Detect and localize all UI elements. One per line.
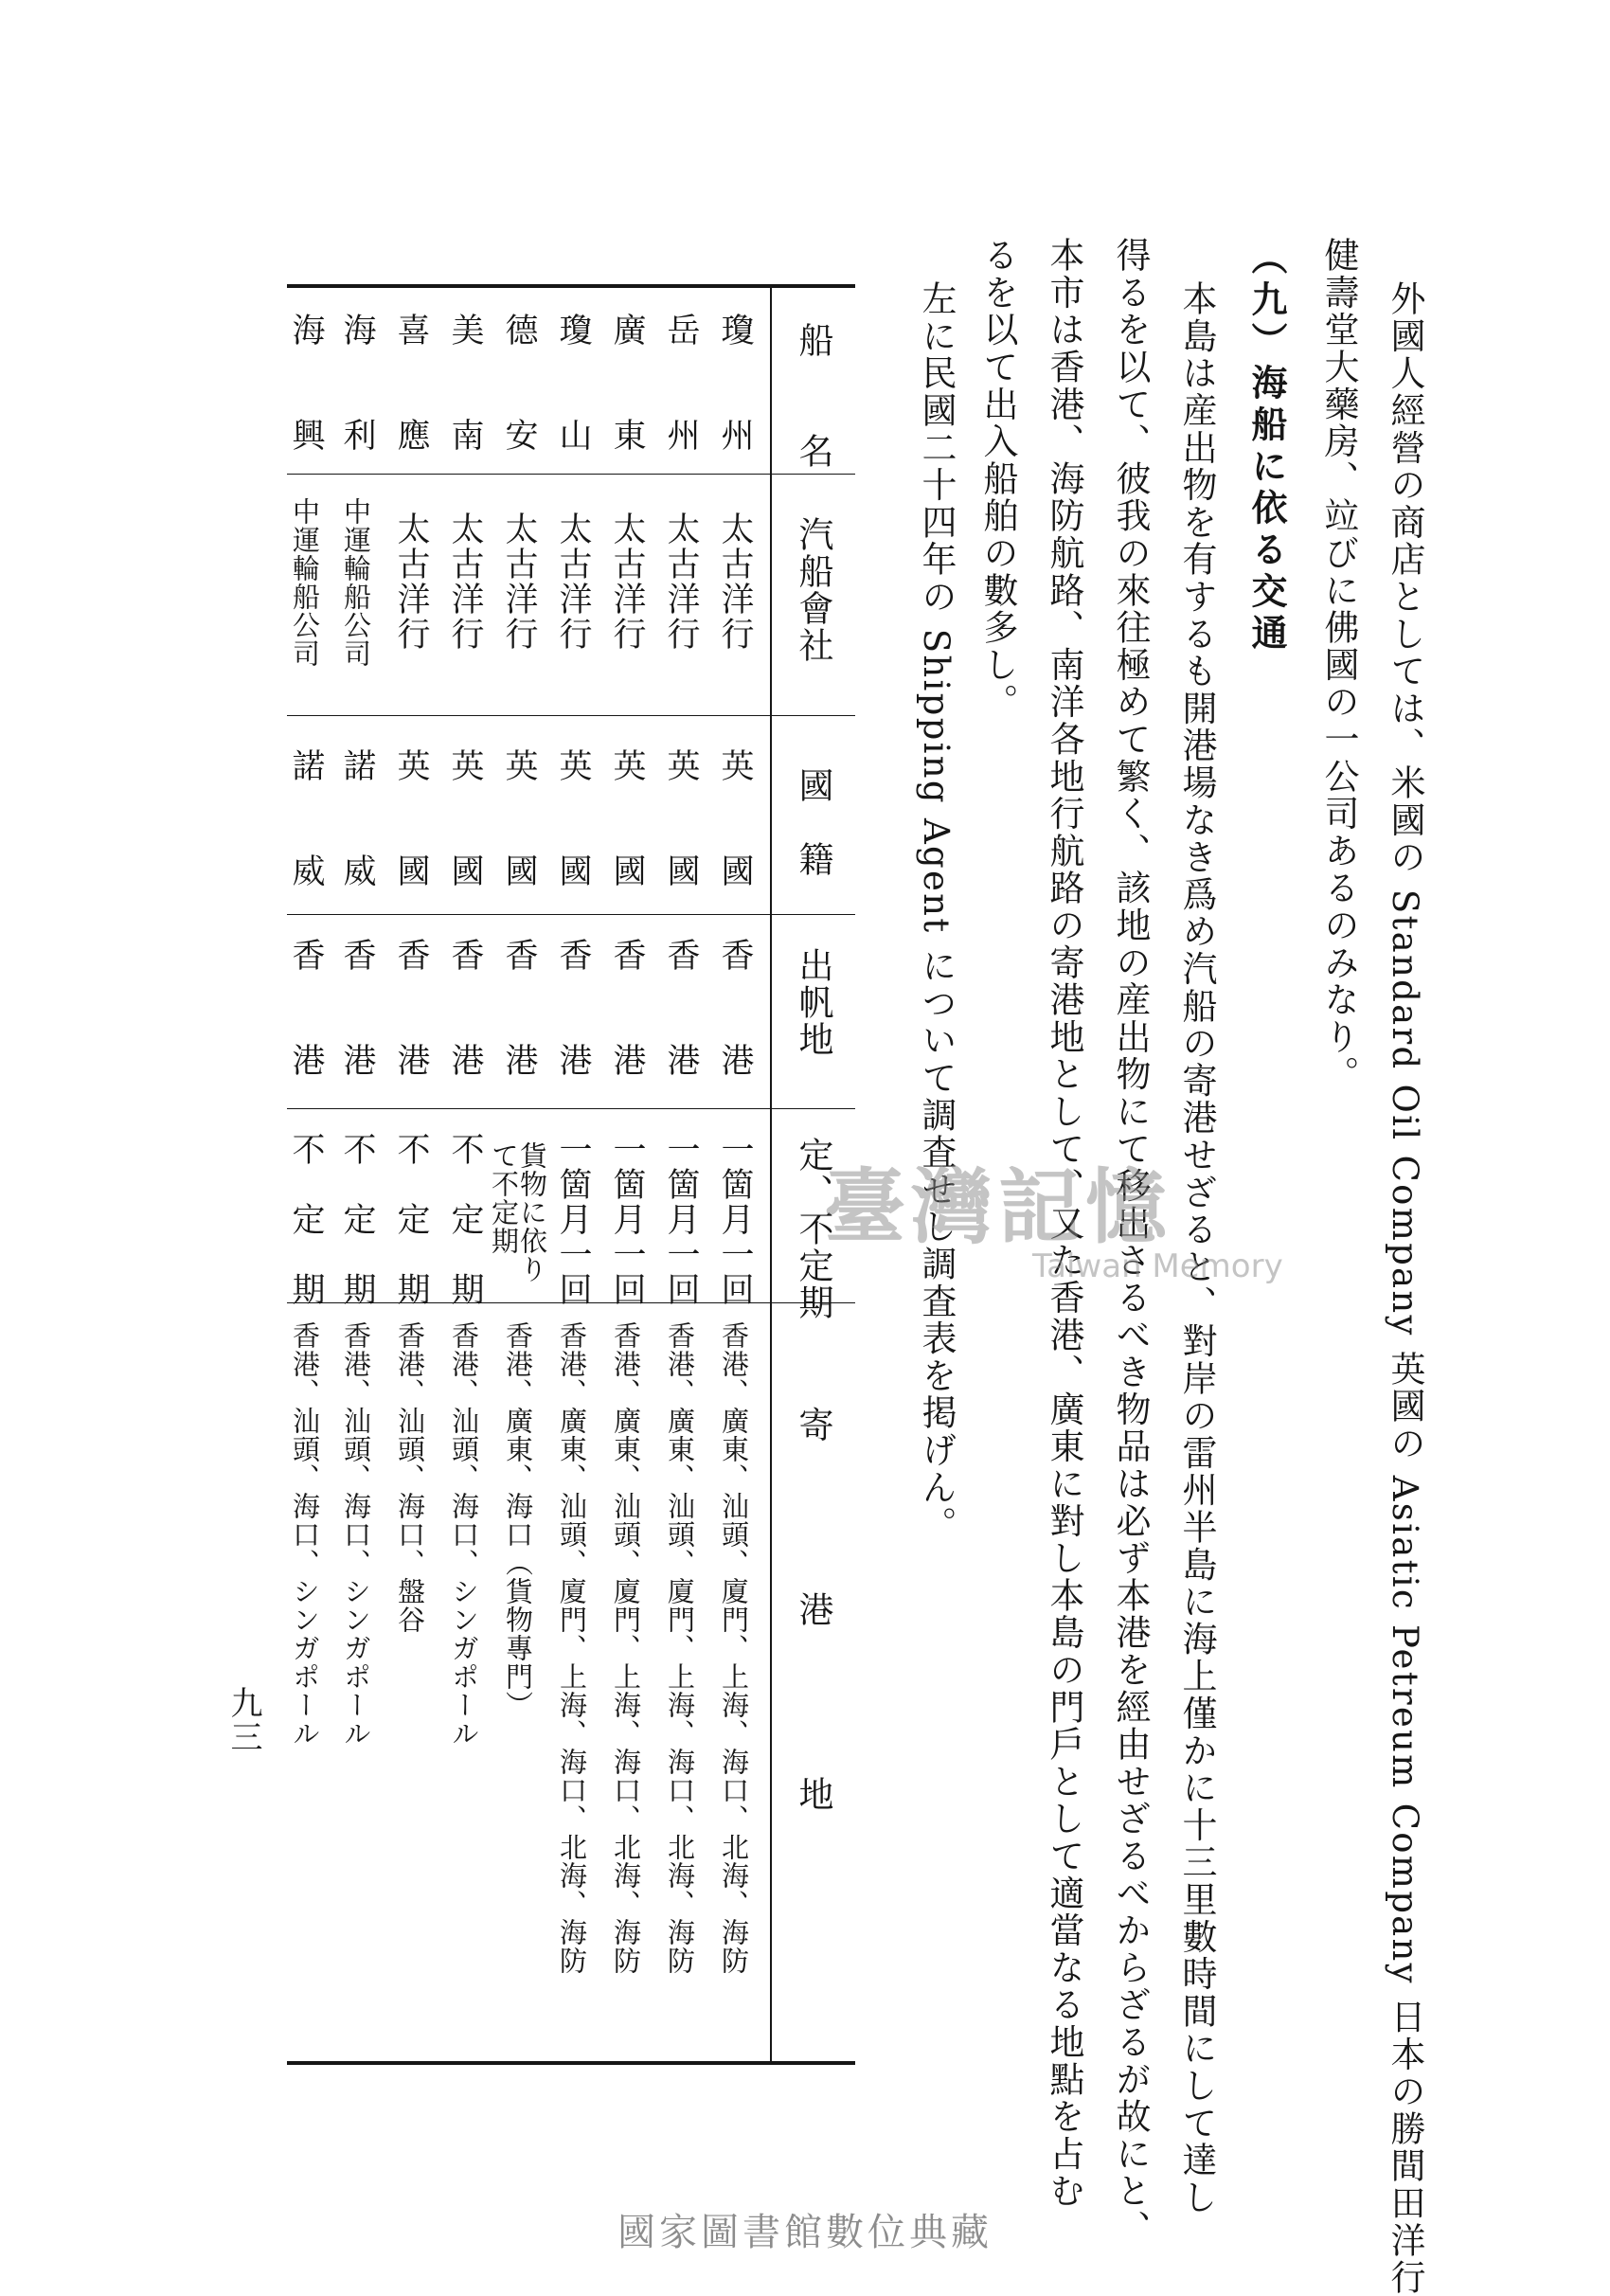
text-line-2: 健壽堂大藥房、竝びに佛國の一公司あるのみなり。 (1318, 237, 1359, 1093)
section-heading: （九）海船に依る交通 (1245, 239, 1287, 655)
paragraph-line-1: 本島は産出物を有するも開港場なき爲め汽船の寄港せざると、對岸の雷州半島に海上僅かに十三里數時間にして達し (1176, 280, 1217, 2216)
table-cell-calls: 香港、廣東、汕頭、廈門、上海、海口、北海、海防 (610, 1321, 642, 1975)
table-cell-nationality: 英 國 (500, 748, 538, 888)
table-header-port: 出帆地 (793, 947, 833, 1058)
table-cell-schedule: 一箇月一回 (662, 1132, 700, 1307)
table-cell-nationality: 英 國 (608, 748, 646, 888)
table-header-rule (770, 284, 772, 2065)
table-cell-schedule-line-2: て不定期 (488, 1141, 520, 1255)
table-cell-company: 太古洋行 (554, 511, 592, 652)
table-cell-schedule: 不 定 期 (287, 1132, 325, 1307)
table-cell-port: 香 港 (716, 938, 754, 1078)
table-cell-nationality: 英 國 (446, 748, 484, 888)
table-cell-calls: 香港、廣東、汕頭、廈門、上海、海口、北海、海防 (718, 1321, 750, 1975)
table-cell-port: 香 港 (338, 938, 376, 1078)
table-cell-calls: 香港、汕頭、海口、シンガポール (448, 1321, 480, 1748)
table-cell-nationality: 英 國 (392, 748, 430, 888)
table-header-nationality: 國 籍 (793, 767, 833, 878)
table-column-rule (287, 715, 855, 716)
page-number: 九三 (224, 1686, 262, 1754)
table-cell-ship: 喜 應 (392, 313, 430, 453)
table-header-company: 汽船會社 (793, 516, 833, 664)
table-cell-ship: 瓊 山 (554, 313, 592, 453)
table-cell-company: 太古洋行 (446, 511, 484, 652)
table-cell-ship: 德 安 (500, 313, 538, 453)
table-cell-ship: 廣 東 (608, 313, 646, 453)
table-cell-ship: 海 興 (287, 313, 325, 453)
table-header-schedule: 定、不定期 (793, 1137, 833, 1321)
table-cell-company: 太古洋行 (500, 511, 538, 652)
table-cell-port: 香 港 (608, 938, 646, 1078)
table-cell-schedule-line-1: 貨物に依り (516, 1141, 548, 1283)
table-cell-calls: 香港、汕頭、海口、シンガポール (289, 1321, 321, 1748)
table-cell-schedule: 不 定 期 (392, 1132, 430, 1307)
table-cell-port: 香 港 (392, 938, 430, 1078)
table-cell-calls: 香港、廣東、汕頭、廈門、上海、海口、北海、海防 (556, 1321, 588, 1975)
table-cell-nationality: 諾 威 (338, 748, 376, 888)
table-column-rule (287, 474, 855, 475)
footer-source-label: 國家圖書館數位典藏 (617, 2211, 993, 2254)
table-cell-calls: 香港、廣東、汕頭、廈門、上海、海口、北海、海防 (664, 1321, 696, 1975)
table-cell-company: 中運輪船公司 (289, 497, 321, 668)
table-cell-ship: 美 南 (446, 313, 484, 453)
table-cell-ship: 岳 州 (662, 313, 700, 453)
table-header-ship: 船 名 (793, 322, 833, 470)
table-cell-schedule: 不 定 期 (446, 1132, 484, 1307)
table-cell-schedule: 一箇月一回 (554, 1132, 592, 1307)
table-cell-company: 太古洋行 (662, 511, 700, 652)
table-cell-company: 太古洋行 (716, 511, 754, 652)
table-cell-port: 香 港 (446, 938, 484, 1078)
table-cell-port: 香 港 (554, 938, 592, 1078)
paragraph-line-5: 左に民國二十四年の Shipping Agent について調査せし調査表を掲げん。 (916, 280, 957, 1544)
table-cell-port: 香 港 (287, 938, 325, 1078)
table-cell-calls: 香港、汕頭、海口、シンガポール (340, 1321, 372, 1748)
vessel-table (287, 284, 855, 2065)
table-cell-ship: 瓊 州 (716, 313, 754, 453)
table-cell-nationality: 諾 威 (287, 748, 325, 888)
watermark-subtitle: Taiwan Memory (1032, 1247, 1283, 1285)
table-column-rule (287, 1108, 855, 1109)
paragraph-line-3: 本市は香港、海防航路、南洋各地行航路の寄港地として、又た香港、廣東に對し本島の門戶として適當なる地點を占む (1044, 237, 1084, 2210)
table-header-calls: 寄 港 地 (793, 1407, 833, 1813)
table-cell-company: 太古洋行 (608, 511, 646, 652)
table-cell-schedule: 一箇月一回 (716, 1132, 754, 1307)
table-cell-port: 香 港 (662, 938, 700, 1078)
table-cell-nationality: 英 國 (554, 748, 592, 888)
text-line-1: 外國人經營の商店としては、米國の Standard Oil Company 英國の Asiatic Petreum Company 日本の勝間田洋行 (1385, 280, 1425, 2296)
table-cell-calls: 香港、汕頭、海口、盤谷 (394, 1321, 426, 1634)
table-cell-nationality: 英 國 (662, 748, 700, 888)
table-cell-nationality: 英 國 (716, 748, 754, 888)
watermark-logo-text: 臺灣記憶 (824, 1159, 1172, 1255)
table-cell-schedule: 不 定 期 (338, 1132, 376, 1307)
table-cell-company: 太古洋行 (392, 511, 430, 652)
paragraph-line-2: 得るを以て、彼我の來往極めて繁く、該地の産出物にて移出さるべき物品は必ず本港を經由せざるべからざるが故にと、 (1110, 237, 1151, 2248)
table-cell-company: 中運輪船公司 (340, 497, 372, 668)
table-cell-calls: 香港、廣東、海口（貨物專門） (502, 1321, 534, 1719)
table-cell-schedule: 一箇月一回 (608, 1132, 646, 1307)
table-cell-port: 香 港 (500, 938, 538, 1078)
table-cell-ship: 海 利 (338, 313, 376, 453)
table-column-rule (287, 914, 855, 915)
paragraph-line-4: るを以て出入船舶の數多し。 (977, 237, 1018, 721)
